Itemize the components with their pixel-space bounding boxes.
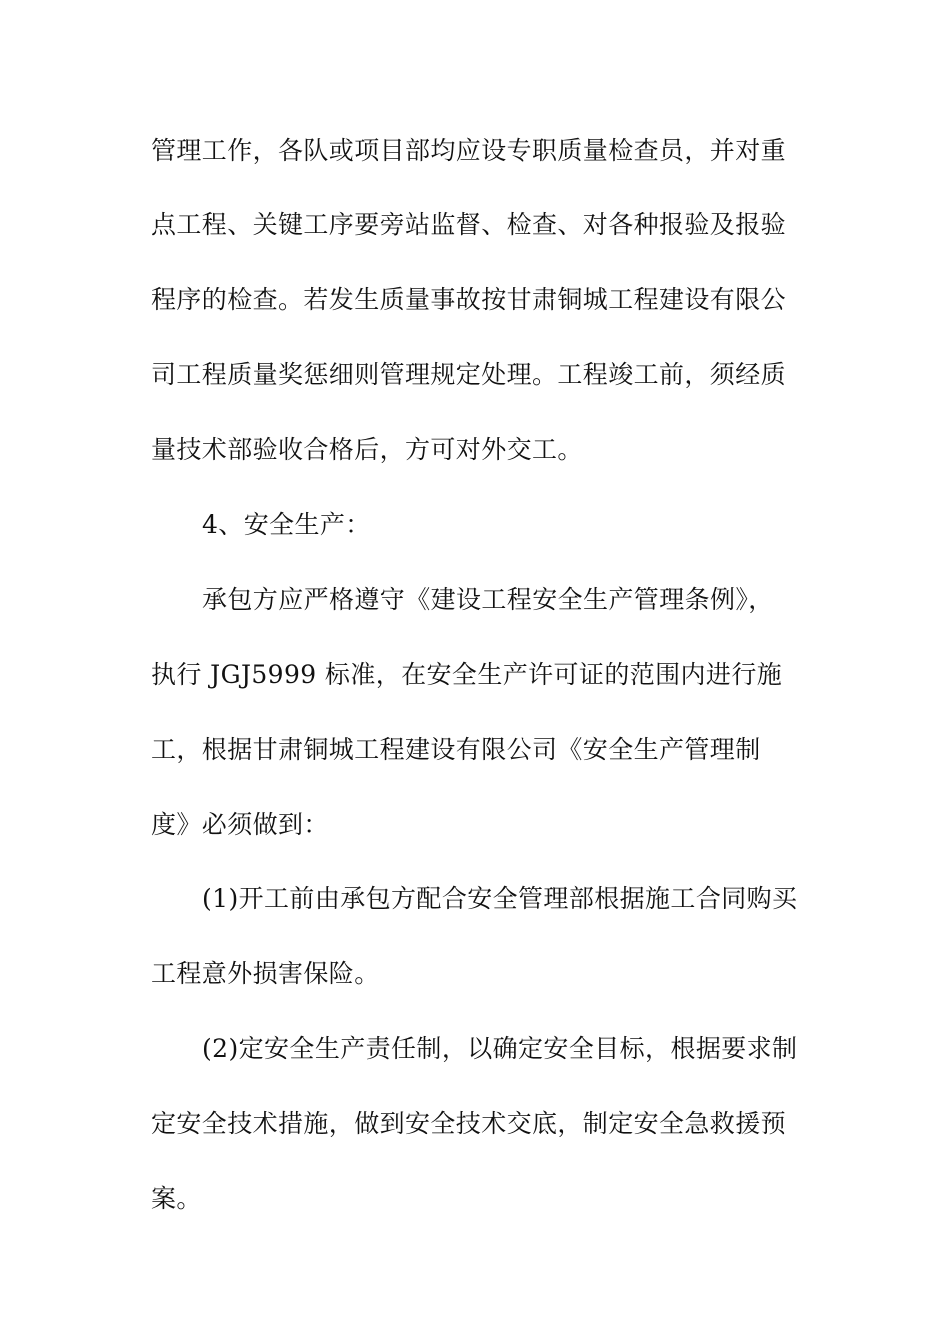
list-item-1: (1)开工前由承包方配合安全管理部根据施工合同购买 — [202, 884, 798, 913]
body-text-line: 度》必须做到： — [151, 810, 329, 839]
body-text-line: 工程意外损害保险。 — [151, 959, 380, 988]
body-text-line: 承包方应严格遵守《建设工程安全生产管理条例》， — [202, 585, 774, 614]
list-item-2: (2)定安全生产责任制，以确定安全目标，根据要求制 — [202, 1034, 798, 1063]
body-text-line: 执行 JGJ5999 标准，在安全生产许可证的范围内进行施 — [151, 660, 783, 689]
body-text-line: 案。 — [151, 1184, 202, 1213]
body-text-line: 点工程、关键工序要旁站监督、检查、对各种报验及报验 — [151, 210, 787, 239]
body-text-line: 量技术部验收合格后，方可对外交工。 — [151, 435, 583, 464]
body-text-line: 司工程质量奖惩细则管理规定处理。工程竣工前，须经质 — [151, 360, 787, 389]
body-text-line: 定安全技术措施，做到安全技术交底，制定安全急救援预 — [151, 1109, 787, 1138]
body-text-line: 管理工作，各队或项目部均应设专职质量检查员，并对重 — [151, 136, 787, 165]
body-text-line: 程序的检查。若发生质量事故按甘肃铜城工程建设有限公 — [151, 285, 787, 314]
section-heading: 4、安全生产： — [202, 510, 371, 539]
body-text-line: 工，根据甘肃铜城工程建设有限公司《安全生产管理制 — [151, 735, 761, 764]
